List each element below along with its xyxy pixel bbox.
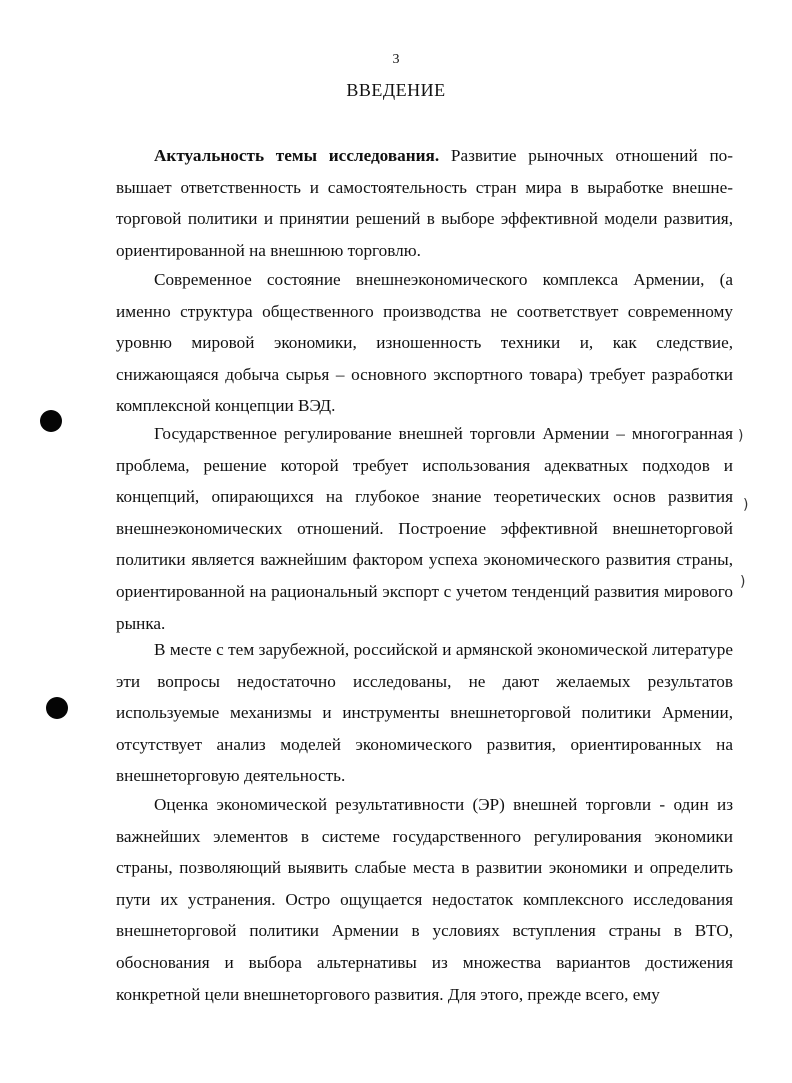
- punch-hole-upper: [40, 410, 62, 432]
- paragraph-evaluation: Оценка экономической результативности (ЭР) внешней торговли - один из важнейших элементов в системе государственного регулирования экономики страны, позволяющий выявить слабые места в развитии экономики и определить пути их устранения. Остро ощущается недостаток комплексного исследования внешнеторговой политики Армении в условиях вступления страны в ВТО, обоснования и выбора альтернативы из множества вариантов достижения конкретной цели внешнеторгового развития. Для этого, прежде всего, ему: [116, 795, 733, 1004]
- paragraph-lead: Актуальность темы исследования.: [154, 146, 440, 165]
- margin-bracket-mark: ): [740, 574, 746, 590]
- paragraph-text: Развитие рыночных отношений повышает ответственность и самостоятельность стран мира в выработке внешнеторговой политики и принятии решений в выборе эффективной модели развития, ориентированной на внешнюю торговлю.: [116, 146, 733, 260]
- page-number: 3: [392, 52, 400, 67]
- punch-hole-lower: [46, 697, 68, 719]
- margin-bracket-mark: ): [738, 428, 744, 444]
- margin-bracket-mark: ): [743, 497, 749, 513]
- paragraph-current-state: Современное состояние внешнеэкономического комплекса Армении, (а именно структура общественного производства не соответствует современному уровню мировой экономики, изношенность техники и, как следствие, снижающаяся добыча сырья – основного экспортного товара) требует разработки комплексной концепции ВЭД.: [116, 270, 733, 416]
- paragraph-state-regulation: Государственное регулирование внешней торговли Армении – многогранная проблема, решение которой требует использования адекватных подходов и концепций, опирающихся на глубокое знание теоретических основ развития внешнеэкономических отношений. Построение эффективной внешнеторговой политики является важнейшим фактором успеха экономического развития страны, ориентированной на рациональный экспорт с учетом тенденций развития мирового рынка.: [116, 424, 733, 633]
- paragraph-relevance: [116, 140, 733, 266]
- page-title: ВВЕДЕНИЕ: [346, 80, 446, 100]
- paragraph-literature: В месте с тем зарубежной, российской и армянской экономической литературе эти вопросы недостаточно исследованы, не дают желаемых результатов используемые механизмы и инструменты внешнеторговой политики Армении, отсутствует анализ моделей экономического развития, ориентированных на внешнеторговую деятельность.: [116, 640, 733, 786]
